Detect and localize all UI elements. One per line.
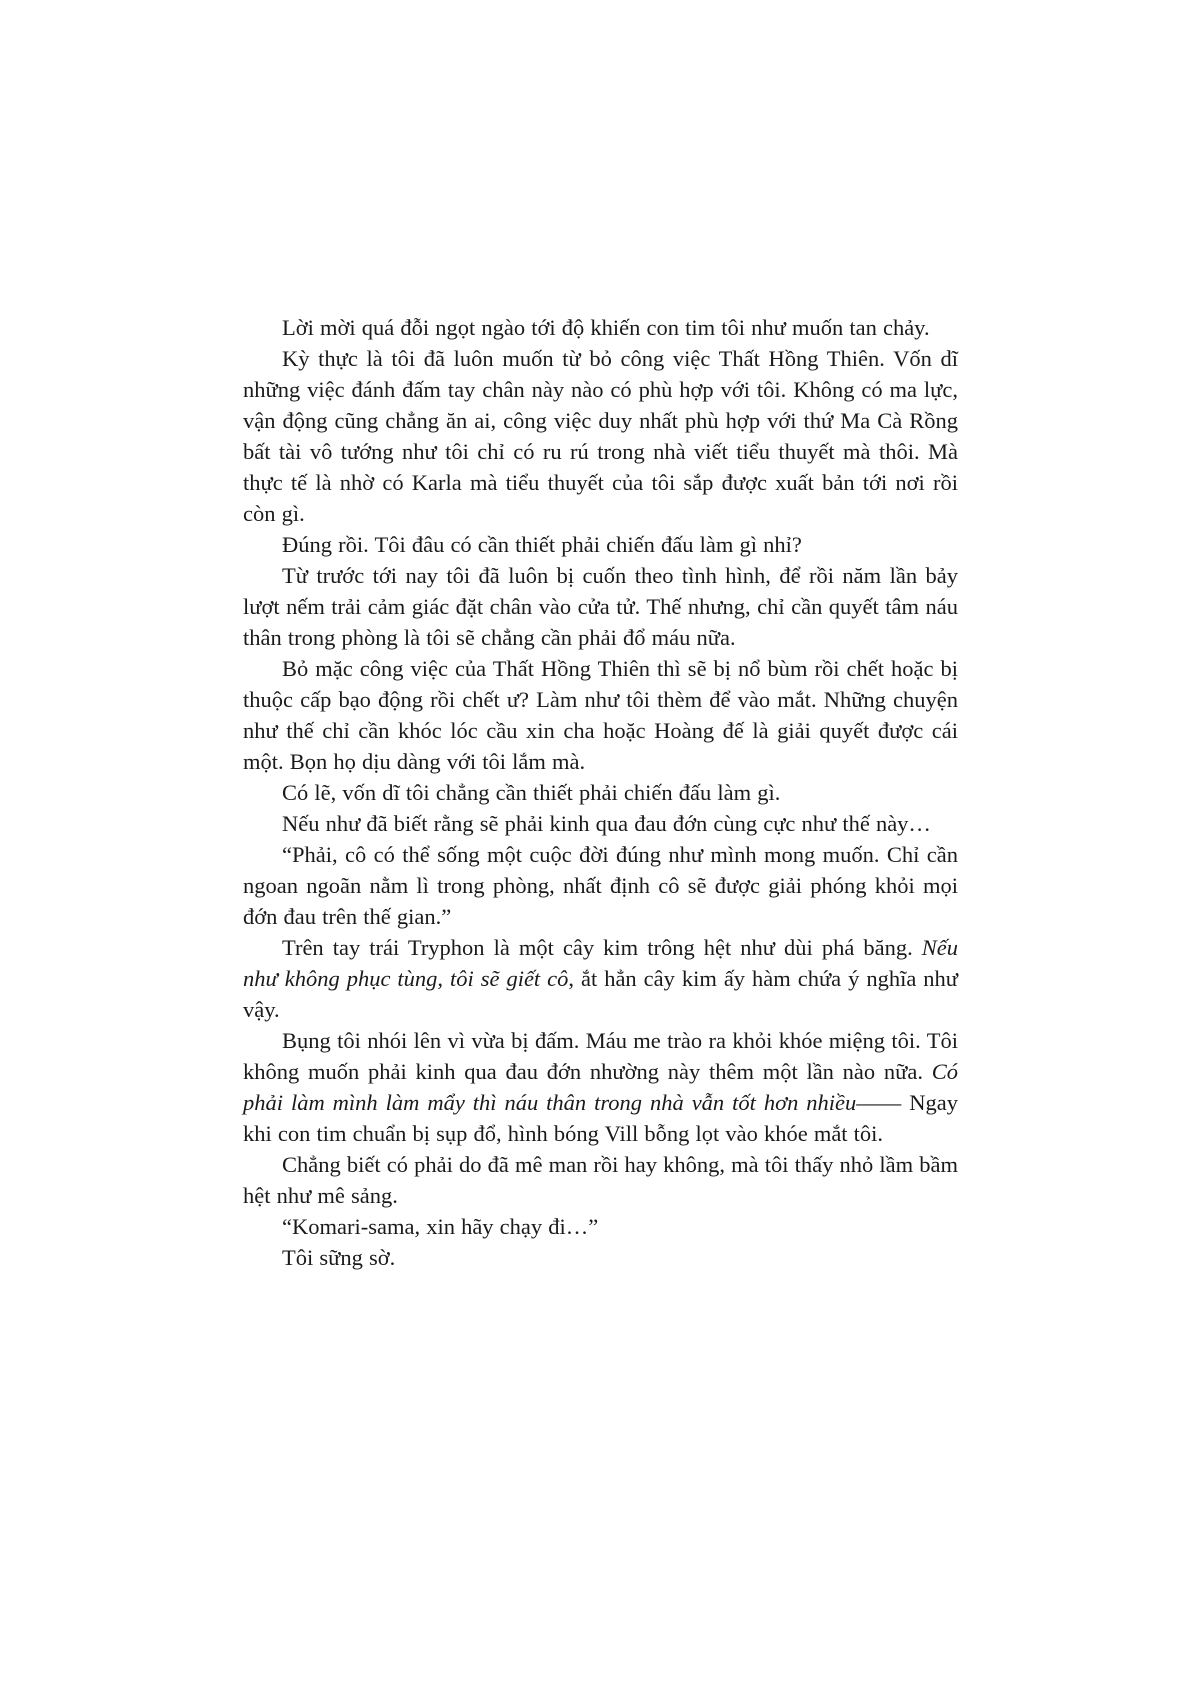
paragraph-text: Từ trước tới nay tôi đã luôn bị cuốn theo tình hình, để rồi năm lần bảy lượt nếm trải cảm giác đặt chân vào cửa tử. Thế nhưng, chỉ cần quyết tâm náu thân trong phòng là tôi sẽ chẳng cần phải đổ máu nữa. (243, 563, 958, 650)
paragraph-text: Kỳ thực là tôi đã luôn muốn từ bỏ công việc Thất Hồng Thiên. Vốn dĩ những việc đánh đấm tay chân này nào có phù hợp với tôi. Không có ma lực, vận động cũng chẳng ăn ai, công việc duy nhất phù hợp với thứ Ma Cà Rồng bất tài vô tướng như tôi chỉ có ru rú trong nhà viết tiểu thuyết mà thôi. Mà thực tế là nhờ có Karla mà tiểu thuyết của tôi sắp được xuất bản tới nơi rồi còn gì. (243, 346, 958, 526)
paragraph (243, 560, 958, 653)
paragraph (243, 529, 958, 560)
paragraph-text: Bỏ mặc công việc của Thất Hồng Thiên thì sẽ bị nổ bùm rồi chết hoặc bị thuộc cấp bạo động rồi chết ư? Làm như tôi thèm để vào mắt. Những chuyện như thế chỉ cần khóc lóc cầu xin cha hoặc Hoàng đế là giải quyết được cái một. Bọn họ dịu dàng với tôi lắm mà. (243, 656, 958, 774)
paragraph (243, 653, 958, 777)
paragraph-text: Trên tay trái Tryphon là một cây kim trông hệt như dùi phá băng. (282, 935, 922, 960)
paragraph-text: Đúng rồi. Tôi đâu có cần thiết phải chiến đấu làm gì nhỉ? (282, 532, 802, 557)
paragraph (243, 343, 958, 529)
paragraph-text: —— Ngay khi con tim chuẩn bị sụp đổ, hình bóng Vill bỗng lọt vào khóe mắt tôi. (243, 1090, 958, 1146)
italic-thought-text: Nếu như không phục tùng, tôi sẽ giết cô (243, 935, 958, 991)
paragraph-text: Bụng tôi nhói lên vì vừa bị đấm. Máu me trào ra khỏi khóe miệng tôi. Tôi không muốn phải kinh qua đau đớn nhường này thêm một lần nào nữa. (243, 1028, 958, 1084)
paragraph (243, 1025, 958, 1149)
dialogue-paragraph (243, 1211, 958, 1242)
paragraph-text: Có lẽ, vốn dĩ tôi chẳng cần thiết phải chiến đấu làm gì. (282, 780, 781, 805)
paragraph (243, 777, 958, 808)
paragraph (243, 312, 958, 343)
paragraph-text: Nếu như đã biết rằng sẽ phải kinh qua đau đớn cùng cực như thế này… (282, 811, 931, 836)
paragraph (243, 1149, 958, 1211)
paragraph-text: Chẳng biết có phải do đã mê man rồi hay không, mà tôi thấy nhỏ lầm bầm hệt như mê sảng. (243, 1152, 958, 1208)
dialogue-text: “Komari-sama, xin hãy chạy đi…” (282, 1214, 599, 1239)
paragraph-text: Tôi sững sờ. (282, 1245, 396, 1270)
paragraph (243, 808, 958, 839)
italic-thought-text: Có phải làm mình làm mẩy thì náu thân trong nhà vẫn tốt hơn nhiều (243, 1059, 958, 1115)
paragraph (243, 1242, 958, 1273)
paragraph-text: , ắt hẳn cây kim ấy hàm chứa ý nghĩa như vậy. (243, 966, 958, 1022)
dialogue-paragraph (243, 839, 958, 932)
book-page (243, 312, 958, 1273)
dialogue-text: “Phải, cô có thể sống một cuộc đời đúng như mình mong muốn. Chỉ cần ngoan ngoãn nằm lì trong phòng, nhất định cô sẽ được giải phóng khỏi mọi đớn đau trên thế gian.” (243, 842, 958, 929)
paragraph (243, 932, 958, 1025)
paragraph-text: Lời mời quá đỗi ngọt ngào tới độ khiến con tim tôi như muốn tan chảy. (282, 315, 930, 340)
